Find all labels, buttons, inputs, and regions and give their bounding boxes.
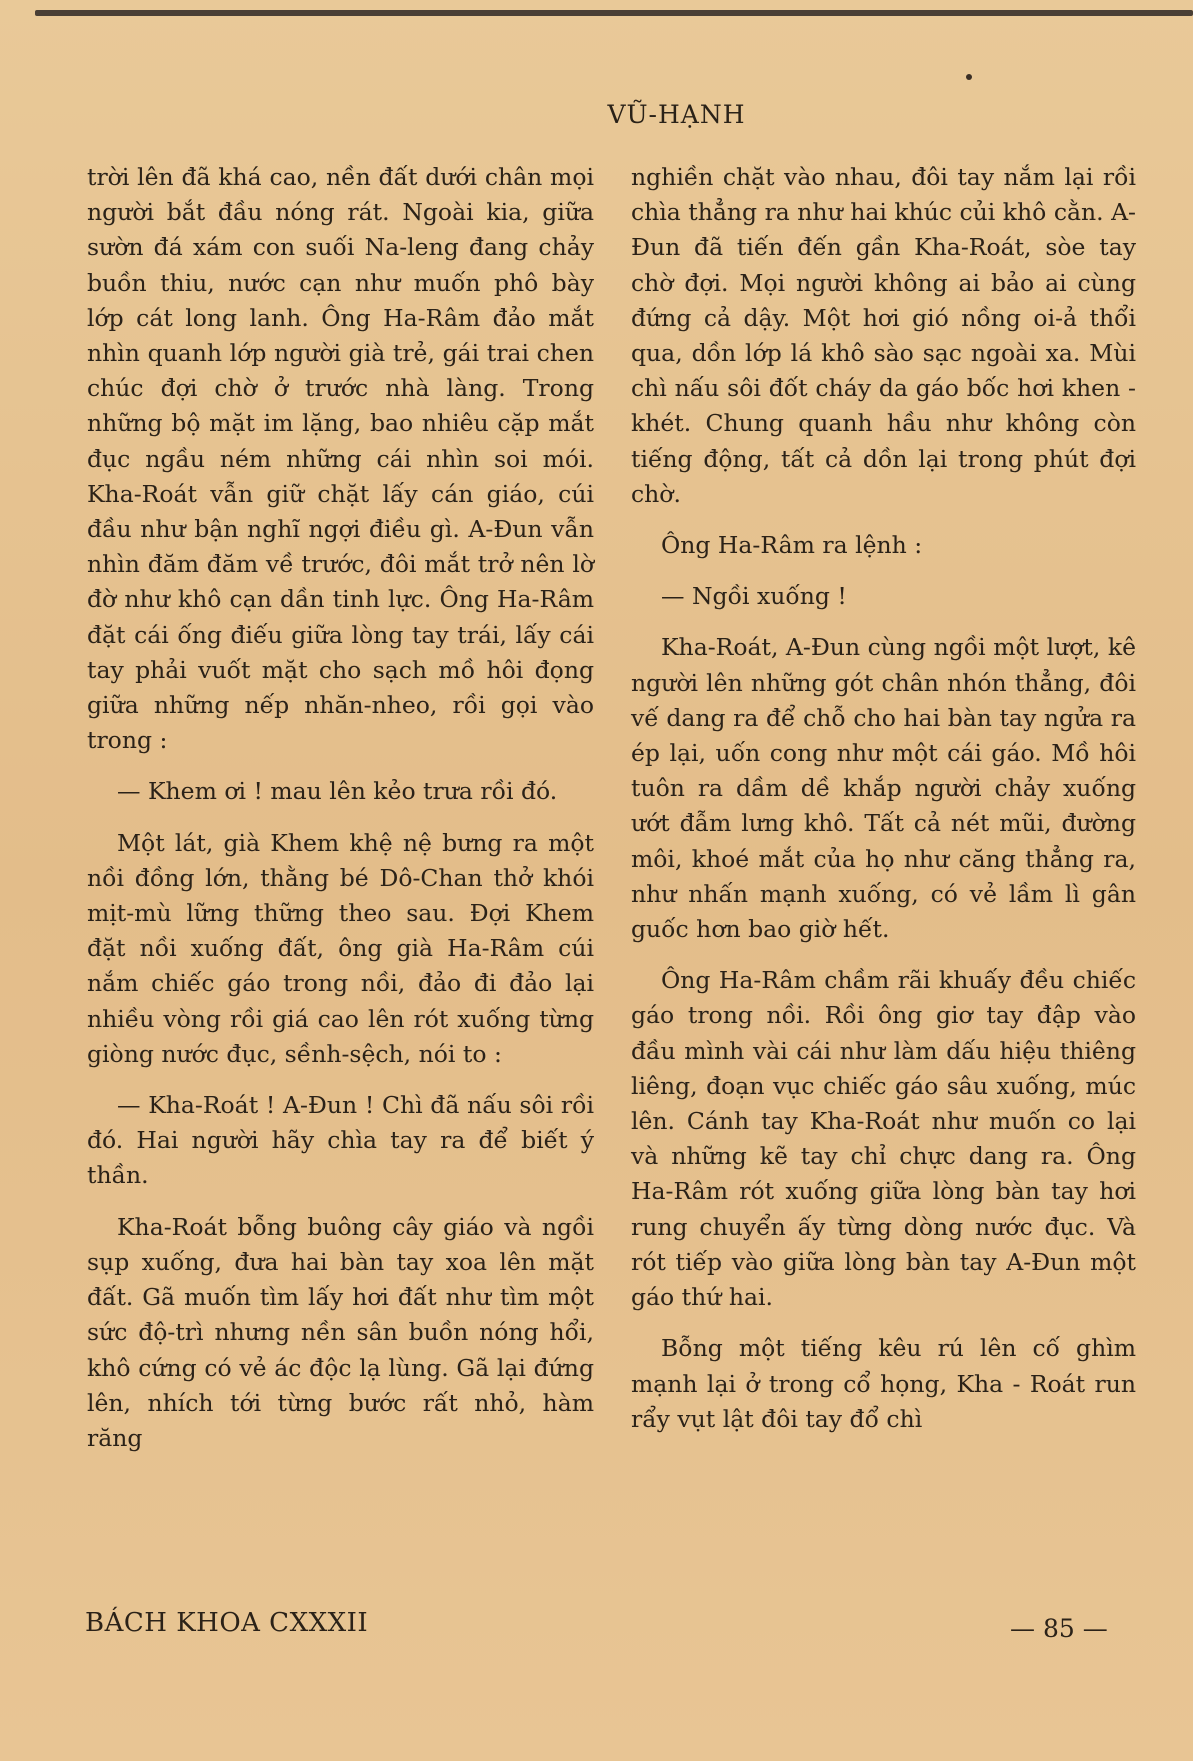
paragraph: Bỗng một tiếng kêu rú lên cố ghìm mạnh lại ở trong cổ họng, Kha - Roát run rẩy vụt lật đôi tay đổ chì xyxy=(631,1334,1136,1433)
paragraph: Ông Ha-Râm ra lệnh : xyxy=(661,531,923,560)
paragraph: nghiền chặt vào nhau, đôi tay nắm lại rồi chìa thẳng ra như hai khúc củi khô cằn. A-Đun đã tiến đến gần Kha-Roát, sòe tay chờ đợi. Mọi người không ai bảo ai cùng đứng cả dậy. Một hơi gió nồng oi-ả thổi qua, dồn lớp lá khô sào sạc ngoài xa. Mùi chì nấu sôi đốt cháy da gáo bốc hơi khen - khét. Chung quanh hầu như không còn tiếng động, tất cả dồn lại trong phút đợi chờ. xyxy=(631,163,1136,508)
paragraph: Kha-Roát, A-Đun cùng ngồi một lượt, kê người lên những gót chân nhón thẳng, đôi vế dang ra để chỗ cho hai bàn tay ngửa ra ép lại, uốn cong như một cái gáo. Mồ hôi tuôn ra dầm dề khắp người chảy xuống ướt đẫm lưng khô. Tất cả nét mũi, đường môi, khoé mắt của họ như căng thẳng ra, như nhấn mạnh xuống, có vẻ lầm lì gân guốc hơn bao giờ hết. xyxy=(631,633,1136,944)
running-head: VŨ-HẠNH xyxy=(607,100,746,129)
left-column xyxy=(87,160,594,1472)
paragraph: — Ngồi xuống ! xyxy=(661,582,847,611)
paragraph: Ông Ha-Râm chầm rãi khuấy đều chiếc gáo trong nồi. Rồi ông giơ tay đập vào đầu mình vài cái như làm dấu hiệu thiêng liêng, đoạn vục chiếc gáo sâu xuống, múc lên. Cánh tay Kha-Roát như muốn co lại và những kẽ tay chỉ chực dang ra. Ông Ha-Râm rót xuống giữa lòng bàn tay hơi rung chuyển ấy từng dòng nước đục. Và rót tiếp vào giữa lòng bàn tay A-Đun một gáo thứ hai. xyxy=(631,966,1136,1312)
paragraph: — Khem ơi ! mau lên kẻo trưa rồi đó. xyxy=(117,777,558,806)
paragraph: Kha-Roát bỗng buông cây giáo và ngồi sụp xuống, đưa hai bàn tay xoa lên mặt đất. Gã muốn tìm lấy hơi đất như tìm một sức độ-trì nhưng nền sân buồn nóng hổi, khô cứng có vẻ ác độc lạ lùng. Gã lại đứng lên, nhích tới từng bước rất nhỏ, hàm răng xyxy=(87,1212,594,1452)
page-number: — 85 — xyxy=(1010,1614,1108,1643)
ink-dot xyxy=(966,74,972,80)
paragraph: trời lên đã khá cao, nền đất dưới chân mọi người bắt đầu nóng rát. Ngoài kia, giữa sườn đá xám con suối Na-leng đang chảy buồn thiu, nước cạn như muốn phô bày lớp cát long lanh. Ông Ha-Râm đảo mắt nhìn quanh lớp người già trẻ, gái trai chen chúc đợi chờ ở trước nhà làng. Trong những bộ mặt im lặng, bao nhiêu cặp mắt đục ngầu ném những cái nhìn soi mói. Kha-Roát vẫn giữ chặt lấy cán giáo, cúi đầu như bận nghĩ ngợi điều gì. A-Đun vẫn nhìn đăm đăm về trước, đôi mắt trở nên lờ đờ như khô cạn dần tinh lực. Ông Ha-Râm đặt cái ống điếu giữa lòng tay trái, lấy cái tay phải vuốt mặt cho sạch mồ hôi đọng giữa những nếp nhăn-nheo, rồi gọi vào trong : xyxy=(87,163,594,755)
journal-footer: BÁCH KHOA CXXXII xyxy=(85,1608,369,1638)
right-column xyxy=(631,160,1136,1453)
paragraph: Một lát, già Khem khệ nệ bưng ra một nồi đồng lớn, thằng bé Dô-Chan thở khói mịt-mù lững thững theo sau. Đợi Khem đặt nồi xuống đất, ông già Ha-Râm cúi nắm chiếc gáo trong nồi, đảo đi đảo lại nhiều vòng rồi giá cao lên rót xuống từng giòng nước đục, sềnh-sệch, nói to : xyxy=(87,828,594,1068)
top-rule xyxy=(35,10,1193,16)
paragraph: — Kha-Roát ! A-Đun ! Chì đã nấu sôi rồi đó. Hai người hãy chìa tay ra để biết ý thần. xyxy=(87,1091,594,1190)
